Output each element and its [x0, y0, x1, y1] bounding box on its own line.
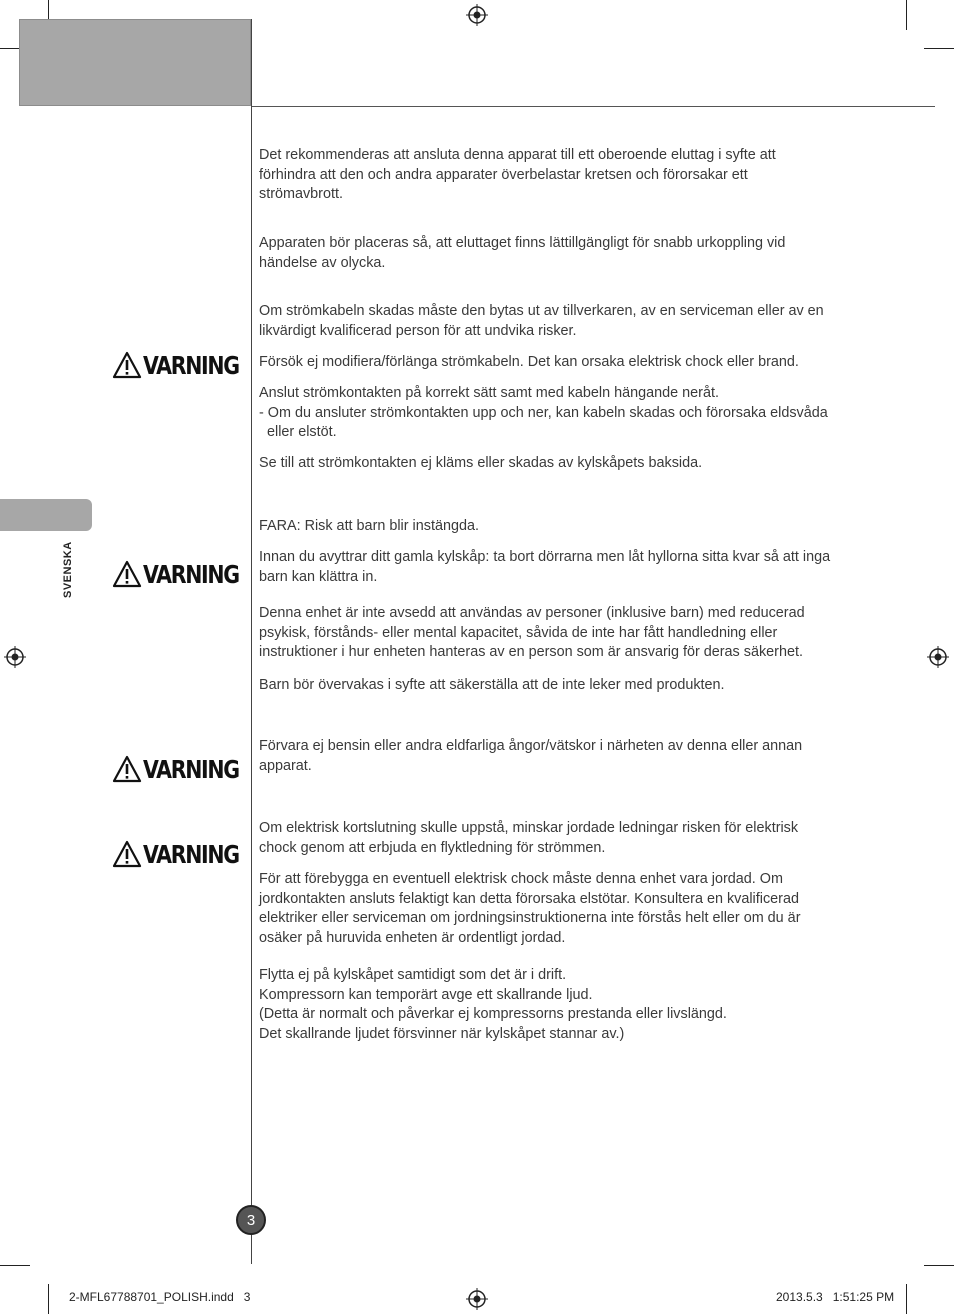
text-line: barn kan klättra in. — [259, 568, 378, 585]
text-line: chock genom att erbjuda en flyktledning för strömmen. — [259, 839, 606, 856]
text-line: psykisk, förstånds- eller mental kapacitet, såvida de inte har fått handledning eller — [259, 624, 778, 641]
warning-label — [112, 837, 260, 871]
text-line: Om strömkabeln skadas måste den bytas ut av tillverkaren, av en serviceman eller av en — [259, 303, 824, 319]
language-tab — [0, 499, 92, 531]
warning-triangle-icon — [112, 840, 142, 868]
text-line: Se till att strömkontakten ej kläms eller skadas av kylskåpets baksida. — [259, 455, 703, 471]
text-line: Försök ej modifiera/förlänga strömkabeln. Det kan orsaka elektrisk chock eller brand. — [259, 354, 799, 370]
text-line: Anslut strömkontakten på korrekt sätt samt med kabeln hängande neråt. — [259, 385, 719, 401]
paragraph — [259, 353, 874, 373]
text-line: Om elektrisk kortslutning skulle uppstå, minskar jordade ledningar risken för elektrisk — [259, 820, 799, 836]
text-line: jordkontakten ansluts felaktigt kan detta förorsaka elstötar. Konsultera en kvalificerad — [259, 890, 799, 907]
warning-text: VARNING — [143, 839, 239, 869]
header-rule — [251, 106, 935, 107]
footer-timestamp: 2013.5.3 1:51:25 PM — [776, 1290, 895, 1304]
crop-mark — [924, 48, 954, 49]
column-divider — [251, 19, 252, 1264]
text-line: Denna enhet är inte avsedd att användas av personer (inklusive barn) med reducerad — [259, 605, 805, 621]
text-line: (Detta är normalt och påverkar ej kompressorns prestanda eller livslängd. — [259, 1006, 727, 1023]
paragraph — [259, 146, 874, 205]
page-number: 3 — [236, 1205, 266, 1235]
warning-text: VARNING — [143, 559, 239, 589]
paragraph — [259, 676, 874, 696]
warning-triangle-icon — [112, 351, 142, 379]
crop-mark — [924, 1265, 954, 1266]
paragraph — [259, 454, 874, 474]
warning-label — [112, 752, 260, 786]
registration-mark-icon — [466, 4, 488, 26]
warning-triangle-icon — [112, 560, 142, 588]
paragraph — [259, 737, 874, 776]
warning-text: VARNING — [143, 754, 239, 784]
footer-file-name: 2-MFL67788701_POLISH.indd 3 — [69, 1290, 251, 1304]
crop-mark — [48, 1284, 49, 1314]
text-line: För att förebygga en eventuell elektrisk chock måste denna enhet vara jordad. Om — [259, 871, 783, 887]
text-line: Barn bör övervakas i syfte att säkerställa att de inte leker med produkten. — [259, 677, 725, 693]
paragraph — [259, 548, 874, 587]
registration-mark-icon — [466, 1288, 488, 1310]
crop-mark — [906, 1284, 907, 1314]
text-line: Det skallrande ljudet försvinner när kylskåpet stannar av.) — [259, 1025, 625, 1042]
text-line: osäker på huruvida enheten är ordentligt jordad. — [259, 929, 566, 946]
text-line: likvärdigt kvalificerad person för att undvika risker. — [259, 322, 577, 339]
paragraph — [259, 384, 874, 443]
text-line: - Om du ansluter strömkontakten upp och ner, kan kabeln skadas och förorsaka eldsvåda — [259, 404, 828, 421]
text-line: apparat. — [259, 757, 312, 774]
header-box — [19, 19, 251, 106]
text-line: FARA: Risk att barn blir instängda. — [259, 518, 479, 534]
crop-mark — [0, 1265, 30, 1266]
text-line: elektriker eller serviceman om jordningsinstruktionerna inte förstås helt eller om du är — [259, 910, 801, 927]
text-line: Apparaten bör placeras så, att eluttaget finns lättillgängligt för snabb urkoppling vid — [259, 235, 786, 251]
warning-triangle-icon — [112, 755, 142, 783]
warning-label — [112, 348, 260, 382]
registration-mark-icon — [4, 646, 26, 668]
text-line: Flytta ej på kylskåpet samtidigt som det är i drift. — [259, 967, 567, 983]
text-line: förhindra att den och andra apparater överbelastar kretsen och förorsakar ett — [259, 166, 748, 183]
language-label: SVENSKA — [62, 541, 74, 598]
text-line: Förvara ej bensin eller andra eldfarliga ångor/vätskor i närheten av denna eller annan — [259, 738, 803, 754]
warning-label — [112, 557, 260, 591]
text-line: Det rekommenderas att ansluta denna apparat till ett oberoende eluttag i syfte att — [259, 147, 776, 163]
warning-text: VARNING — [143, 350, 239, 380]
paragraph — [259, 234, 874, 273]
text-line: händelse av olycka. — [259, 254, 386, 271]
paragraph — [259, 302, 874, 341]
text-line: Innan du avyttrar ditt gamla kylskåp: ta bort dörrarna men låt hyllorna sitta kvar så att inga — [259, 549, 831, 565]
paragraph — [259, 870, 874, 948]
crop-mark — [906, 0, 907, 30]
paragraph — [259, 966, 874, 1044]
paragraph — [259, 517, 874, 537]
text-line: strömavbrott. — [259, 186, 343, 203]
text-line: Kompressorn kan temporärt avge ett skallrande ljud. — [259, 986, 593, 1003]
text-line: eller elstöt. — [259, 424, 337, 441]
registration-mark-icon — [927, 646, 949, 668]
paragraph — [259, 604, 874, 663]
text-line: instruktioner i hur enheten hanteras av en person som är ansvarig för deras säkerhet. — [259, 644, 803, 661]
paragraph — [259, 819, 874, 858]
